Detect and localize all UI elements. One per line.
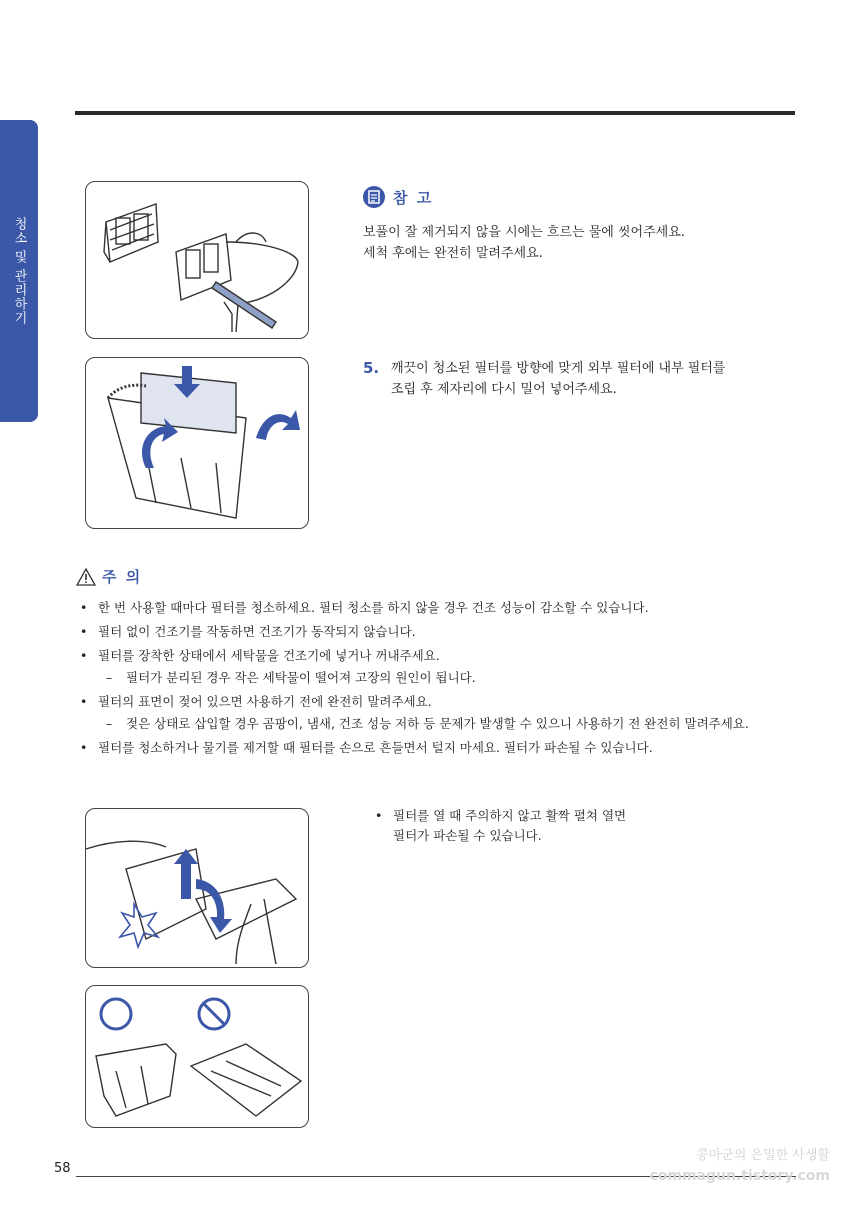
tip-line: 필터를 열 때 주의하지 않고 활짝 펼쳐 열면 bbox=[393, 808, 627, 823]
caution-subitem: – 젖은 상태로 삽입할 경우 곰팡이, 냄새, 건조 성능 저하 등 문제가 발생할 수 있으니 사용하기 전 완전히 말려주세요. bbox=[106, 716, 749, 731]
watermark bbox=[649, 1146, 830, 1186]
caution-title: 주 의 bbox=[102, 568, 143, 586]
watermark-url: commagun.tistory.com bbox=[649, 1168, 830, 1184]
caution-item: • 한 번 사용할 때마다 필터를 청소하세요. 필터 청소를 하지 않을 경우 건조 성능이 감소할 수 있습니다. bbox=[80, 600, 649, 615]
caution-item: • 필터 없이 건조기를 작동하면 건조기가 동작되지 않습니다. bbox=[80, 624, 416, 639]
note-title: 참 고 bbox=[393, 188, 434, 207]
step-line: 조립 후 제자리에 다시 밀어 넣어주세요. bbox=[391, 382, 617, 397]
filter-washing-illustration bbox=[85, 181, 309, 339]
prohibited-icon bbox=[199, 999, 229, 1029]
filter-assembly-illustration bbox=[85, 357, 309, 529]
caution-item: • 필터를 청소하거나 물기를 제거할 때 필터를 손으로 흔들면서 털지 마세요. 필터가 파손될 수 있습니다. bbox=[80, 740, 653, 755]
correct-incorrect-illustration bbox=[85, 985, 309, 1128]
chapter-side-tab bbox=[0, 120, 38, 422]
note-icon bbox=[363, 186, 385, 208]
step-5 bbox=[363, 358, 783, 400]
tip: • 필터를 열 때 주의하지 않고 활짝 펼쳐 열면 필터가 파손될 수 있습니다. bbox=[375, 806, 775, 846]
note-body bbox=[363, 222, 783, 264]
caution-item: • 필터의 표면이 젖어 있으면 사용하기 전에 완전히 말려주세요. bbox=[80, 694, 432, 709]
note-header bbox=[363, 186, 433, 208]
step-number: 5. bbox=[363, 359, 380, 377]
tip-line: 필터가 파손될 수 있습니다. bbox=[393, 828, 542, 843]
filter-opening-illustration bbox=[85, 808, 309, 968]
warning-icon bbox=[76, 568, 96, 586]
caution-subitem: – 필터가 분리된 경우 작은 세탁물이 떨어져 고장의 원인이 됩니다. bbox=[106, 670, 476, 685]
correct-circle-icon bbox=[101, 999, 131, 1029]
chapter-label: 청소 및 관리하기 bbox=[11, 216, 27, 326]
caution-list bbox=[80, 598, 780, 762]
page-number: 58 bbox=[54, 1161, 71, 1176]
caution-header bbox=[76, 566, 142, 587]
top-rule bbox=[75, 111, 795, 115]
note-line: 세척 후에는 완전히 말려주세요. bbox=[363, 246, 543, 261]
caution-item: • 필터를 장착한 상태에서 세탁물을 건조기에 넣거나 꺼내주세요. bbox=[80, 648, 440, 663]
step-line: 깨끗이 청소된 필터를 방향에 맞게 외부 필터에 내부 필터를 bbox=[391, 361, 726, 376]
note-line: 보풀이 잘 제거되지 않을 시에는 흐르는 물에 씻어주세요. bbox=[363, 225, 685, 240]
watermark-line: 콩마군의 은밀한 사생활 bbox=[696, 1148, 830, 1163]
